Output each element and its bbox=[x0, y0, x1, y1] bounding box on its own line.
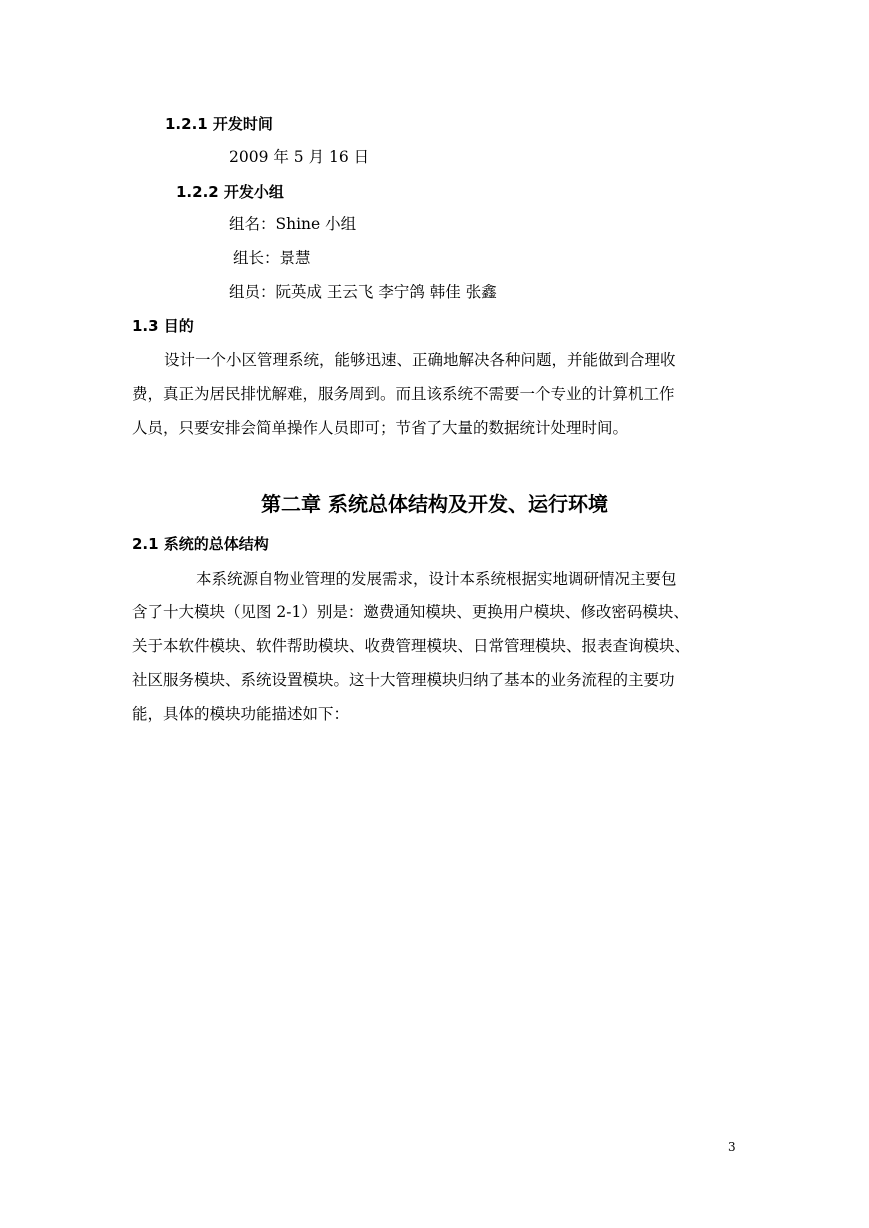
structure-paragraph-line: 含了十大模块（见图 2-1）别是：邀费通知模块、更换用户模块、修改密码模块、 bbox=[132, 603, 689, 621]
section-heading-2-1: 2.1 系统的总体结构 bbox=[132, 535, 269, 553]
purpose-paragraph-line: 人员，只要安排会简单操作人员即可；节省了大量的数据统计处理时间。 bbox=[132, 419, 629, 437]
structure-paragraph-line: 能，具体的模块功能描述如下： bbox=[132, 705, 350, 723]
section-heading-1-2-1: 1.2.1 开发时间 bbox=[165, 115, 273, 133]
structure-paragraph-line: 社区服务模块、系统设置模块。这十大管理模块归纳了基本的业务流程的主要功 bbox=[132, 671, 675, 689]
group-leader: 组长：景慧 bbox=[233, 249, 311, 267]
section-heading-1-2-2: 1.2.2 开发小组 bbox=[176, 183, 284, 201]
structure-paragraph-line: 关于本软件模块、软件帮助模块、收费管理模块、日常管理模块、报表查询模块、 bbox=[132, 637, 691, 655]
section-heading-1-3: 1.3 目的 bbox=[132, 317, 194, 335]
page-number: 3 bbox=[728, 1140, 736, 1154]
group-name: 组名：Shine 小组 bbox=[229, 215, 357, 233]
development-date: 2009 年 5 月 16 日 bbox=[229, 148, 370, 166]
group-members: 组员：阮英成 王云飞 李宁鸽 韩佳 张鑫 bbox=[229, 283, 497, 301]
chapter-title: 第二章 系统总体结构及开发、运行环境 bbox=[261, 492, 608, 516]
structure-paragraph-line: 本系统源自物业管理的发展需求，设计本系统根据实地调研情况主要包 bbox=[196, 570, 677, 588]
purpose-paragraph-line: 设计一个小区管理系统，能够迅速、正确地解决各种问题，并能做到合理收 bbox=[164, 351, 676, 369]
purpose-paragraph-line: 费，真正为居民排忧解难，服务周到。而且该系统不需要一个专业的计算机工作 bbox=[132, 385, 675, 403]
